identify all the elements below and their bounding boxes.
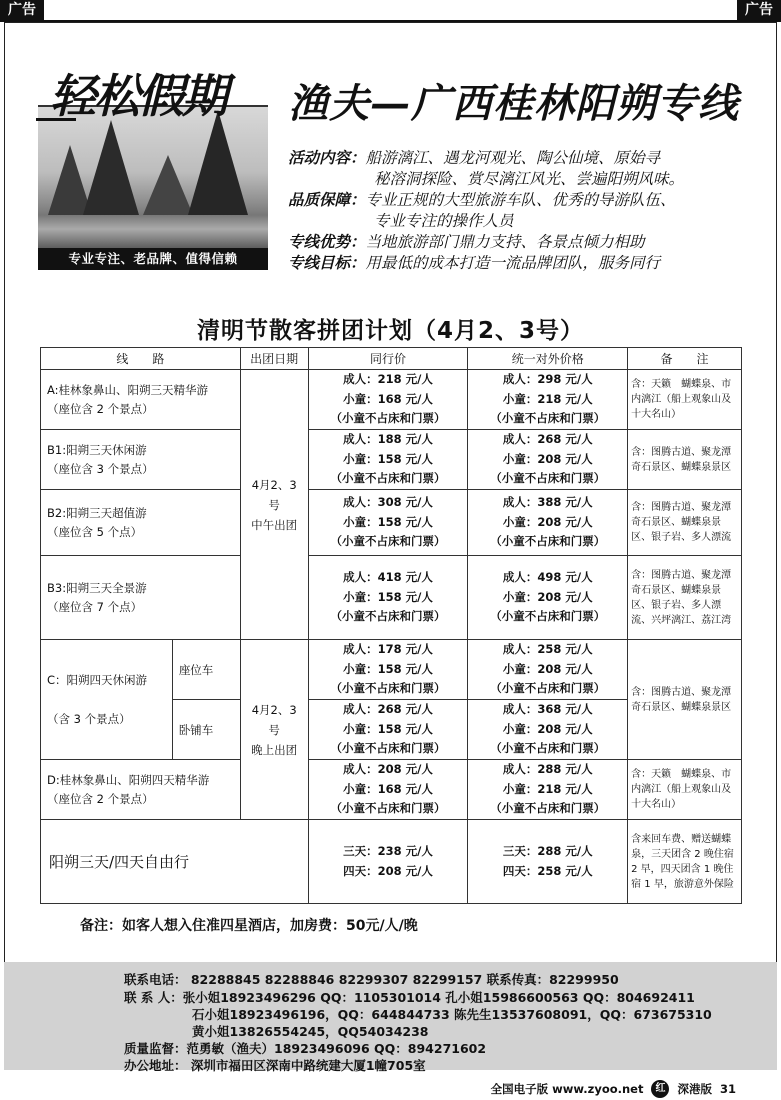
public-child: 小童：218 元/人 [502, 391, 593, 406]
public-note: （小童不占床和门票） [490, 471, 606, 486]
route-detail: （座位含 7 个点） [47, 599, 143, 614]
info-text: 秘溶洞探险、赏尽漓江风光、尝遍阳朔风味。 [374, 170, 685, 188]
peer-adult: 成人：268 元/人 [343, 702, 433, 717]
info-text: 专业专注的操作人员 [374, 212, 514, 230]
edition-badge-icon: 红 [651, 1080, 669, 1098]
row-note: 含：天籁 蝴蝶泉、市内漓江（船上观象山及十大名山） [628, 760, 742, 820]
header-public-price: 统一对外价格 [468, 348, 628, 370]
photo-caption: 专业专注、老品牌、值得信赖 [38, 248, 268, 270]
public-note: （小童不占床和门票） [490, 411, 606, 426]
route-name: A:桂林象鼻山、阳朔三天精华游 [47, 382, 209, 397]
peer-note: （小童不占床和门票） [330, 741, 446, 756]
public-note: （小童不占床和门票） [490, 681, 606, 696]
public-note: （小童不占床和门票） [490, 741, 606, 756]
info-label: 活动内容： [288, 149, 366, 167]
contact-person-2: 石小姐18923496196，QQ：644844733 陈先生13537608091，QQ：673675310 [192, 1007, 712, 1022]
info-label: 专线目标： [288, 254, 366, 272]
contact-band [4, 962, 777, 1073]
route-name: D:桂林象鼻山、阳朔四天精华游 [47, 772, 210, 787]
peer-adult: 成人：188 元/人 [343, 432, 433, 447]
row-note: 含来回车费、赠送蝴蝶泉，三天团含 2 晚住宿 2 早，四天团含 1 晚住宿 1 早，旅游意外保险 [628, 820, 742, 904]
route-detail: （座位含 2 个景点） [47, 791, 154, 806]
ad-label-right: 广告 [737, 0, 781, 20]
footer-site: 全国电子版 www.zyoo.net [490, 1082, 644, 1096]
peer-note: （小童不占床和门票） [330, 681, 446, 696]
peer-adult: 成人：208 元/人 [343, 762, 433, 777]
table-row [41, 370, 742, 430]
header-date: 出团日期 [240, 348, 308, 370]
landscape-photo [38, 105, 268, 270]
public-adult: 成人：498 元/人 [502, 570, 593, 585]
route-name: C：阳朔四天休闲游 [47, 672, 148, 687]
peer-adult: 成人：418 元/人 [343, 570, 433, 585]
row-note: 含：图腾古道、聚龙潭奇石景区、蝴蝶泉景区、银子岩、多人漂流 [628, 490, 742, 556]
peer-child: 小童：158 元/人 [343, 514, 433, 529]
route-detail: （座位含 3 个景点） [47, 461, 154, 476]
info-label: 专线优势： [288, 233, 366, 251]
public-adult: 成人：268 元/人 [502, 432, 593, 447]
peer-adult: 成人：218 元/人 [343, 372, 433, 387]
headline: 渔夫—广西桂林阳朔专线 [288, 80, 739, 127]
public-child: 小童：208 元/人 [502, 721, 593, 736]
peer-child: 小童：158 元/人 [343, 661, 433, 676]
footer-edition: 深港版 [677, 1082, 712, 1096]
date-noon: 4月2、3 号 中午出团 [240, 370, 308, 640]
info-text: 船游漓江、遇龙河观光、陶公仙境、原始寻 [365, 149, 661, 167]
table-row [41, 640, 742, 700]
peer-child: 小童：158 元/人 [343, 721, 433, 736]
table-row [41, 760, 742, 820]
public-child: 小童：208 元/人 [502, 589, 593, 604]
info-text: 用最低的成本打造一流品牌团队，服务同行 [365, 254, 661, 272]
page-number: 31 [719, 1082, 736, 1096]
public-adult: 成人：368 元/人 [502, 702, 593, 717]
price-table [40, 347, 742, 904]
peer-4day: 四天：208 元/人 [343, 863, 433, 878]
contact-address: 办公地址： 深圳市福田区深南中路统建大厦1幢705室 [124, 1058, 426, 1073]
peer-child: 小童：158 元/人 [343, 451, 433, 466]
row-note: 含：图腾古道、聚龙潭奇石景区、蝴蝶泉景区、银子岩、多人漂流、兴坪漓江、荔江湾 [628, 556, 742, 640]
header-route: 线 路 [41, 348, 241, 370]
peer-3day: 三天：238 元/人 [343, 844, 433, 858]
peer-child: 小童：158 元/人 [343, 589, 433, 604]
remark: 备注：如客人想入住准四星酒店，加房费：50元/人/晚 [80, 918, 418, 934]
public-note: （小童不占床和门票） [490, 534, 606, 549]
route-detail: （座位含 5 个点） [47, 524, 143, 539]
info-label: 品质保障： [288, 191, 366, 209]
public-note: （小童不占床和门票） [490, 609, 606, 624]
header-peer-price: 同行价 [308, 348, 468, 370]
route-name: B2:阳朔三天超值游 [47, 505, 147, 520]
table-row [41, 556, 742, 640]
route-detail: （座位含 2 个景点） [47, 401, 154, 416]
contact-supervisor: 质量监督：范勇敏（渔夫）18923496096 QQ：894271602 [124, 1041, 487, 1056]
route-name: B1:阳朔三天休闲游 [47, 442, 147, 457]
plan-title: 清明节散客拼团计划（4月2、3号） [196, 318, 584, 344]
route-name: 阳朔三天/四天自由行 [41, 820, 309, 904]
public-adult: 成人：388 元/人 [502, 495, 593, 510]
route-detail: （含 3 个景点） [47, 711, 131, 726]
header-note: 备 注 [628, 348, 742, 370]
public-3day: 三天：288 元/人 [502, 844, 593, 858]
row-note: 含：天籁 蝴蝶泉、市内漓江（船上观象山及十大名山） [628, 370, 742, 430]
route-name: B3:阳朔三天全景游 [47, 580, 147, 595]
table-row [41, 430, 742, 490]
public-adult: 成人：288 元/人 [502, 762, 593, 777]
contact-person-3: 黄小姐13826554245，QQ54034238 [192, 1024, 429, 1039]
peer-child: 小童：168 元/人 [343, 391, 433, 406]
contact-person-1: 联 系 人：张小姐18923496296 QQ：1105301014 孔小姐15986600563 QQ：804692411 [124, 990, 695, 1005]
date-evening: 4月2、3 号 晚上出团 [240, 640, 308, 820]
sleeper-bus-label: 卧铺车 [172, 700, 240, 760]
peer-note: （小童不占床和门票） [330, 801, 446, 816]
table-row [41, 820, 742, 904]
public-4day: 四天：258 元/人 [502, 863, 593, 878]
row-note: 含：图腾古道、聚龙潭奇石景区、蝴蝶泉景区 [628, 640, 742, 760]
row-note: 含：图腾古道、聚龙潭奇石景区、蝴蝶泉景区 [628, 430, 742, 490]
public-adult: 成人：258 元/人 [502, 642, 593, 657]
table-row [41, 490, 742, 556]
ad-label-left: 广告 [0, 0, 44, 20]
contact-phone: 联系电话： 82288845 82288846 82299307 82299157 联系传真：82299950 [124, 972, 619, 987]
peer-child: 小童：168 元/人 [343, 781, 433, 796]
peer-adult: 成人：178 元/人 [343, 642, 433, 657]
logo-text: 轻松假期 [50, 69, 226, 123]
public-adult: 成人：298 元/人 [502, 372, 593, 387]
info-block [288, 148, 758, 274]
public-child: 小童：208 元/人 [502, 661, 593, 676]
seat-bus-label: 座位车 [172, 640, 240, 700]
peer-note: （小童不占床和门票） [330, 534, 446, 549]
info-text: 专业正规的大型旅游车队、优秀的导游队伍、 [365, 191, 676, 209]
peer-adult: 成人：308 元/人 [343, 495, 433, 510]
peer-note: （小童不占床和门票） [330, 471, 446, 486]
public-child: 小童：208 元/人 [502, 451, 593, 466]
info-text: 当地旅游部门鼎力支持、各景点倾力相助 [365, 233, 645, 251]
public-child: 小童：208 元/人 [502, 514, 593, 529]
table-header-row [41, 348, 742, 370]
page-footer [491, 1080, 736, 1098]
public-child: 小童：218 元/人 [502, 781, 593, 796]
peer-note: （小童不占床和门票） [330, 609, 446, 624]
public-note: （小童不占床和门票） [490, 801, 606, 816]
peer-note: （小童不占床和门票） [330, 411, 446, 426]
